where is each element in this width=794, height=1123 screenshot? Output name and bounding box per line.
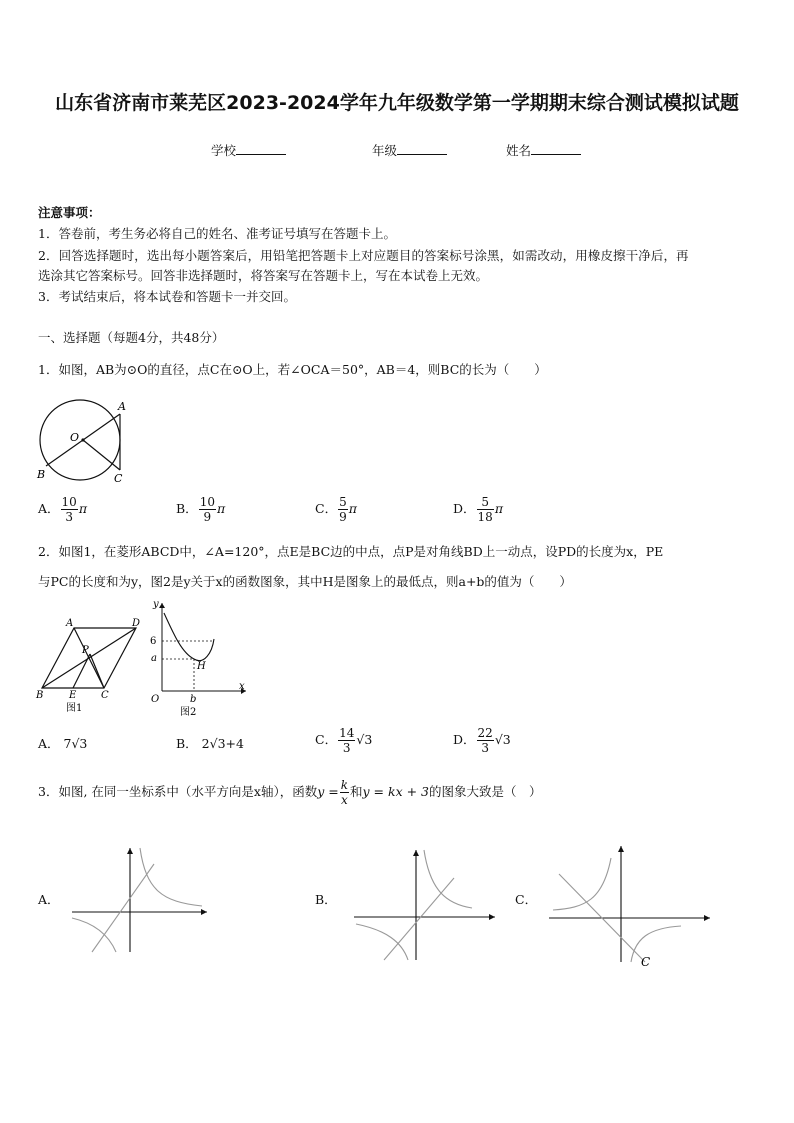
svg-text:b: b xyxy=(190,694,197,705)
svg-text:C: C xyxy=(101,690,109,701)
svg-text:H: H xyxy=(197,661,206,672)
q2-graph-figure xyxy=(146,595,256,717)
svg-text:O: O xyxy=(151,694,160,705)
grade-field xyxy=(372,141,447,159)
label-O: O xyxy=(70,431,80,444)
notice-item: 2．回答选择题时，选出每小题答案后，用铅笔把答题卡上对应题目的答案标号涂黑，如需改动，用橡皮擦干净后，再 xyxy=(38,248,689,263)
q3-option-c[interactable]: C． xyxy=(515,892,538,907)
page-title: 山东省济南市莱芜区2023-2024学年九年级数学第一学期期末综合测试模拟试题 xyxy=(55,92,739,114)
label-A: A xyxy=(118,400,126,413)
q3-graph-b xyxy=(350,842,500,962)
notice-item: 3．考试结束后，将本试卷和答题卡一并交回。 xyxy=(38,289,296,304)
svg-text:y: y xyxy=(153,599,159,610)
label-B: B xyxy=(37,468,46,481)
label-C: C xyxy=(114,472,123,485)
svg-text:6: 6 xyxy=(150,636,157,647)
q3-graph-a xyxy=(62,842,212,954)
q2-option-a[interactable]: A． 7√3 xyxy=(38,736,88,751)
q3-option-a[interactable]: A． xyxy=(38,892,60,907)
fig2-caption: 图2 xyxy=(180,707,197,718)
q1-option-d[interactable]: D． $\frac{5}{18}$ π xyxy=(453,495,504,524)
school-field xyxy=(211,141,286,159)
q1-option-b[interactable]: B． $\frac{10}{9}$ π xyxy=(176,495,226,524)
grade-label: 年级 xyxy=(372,143,398,158)
question-3-text: 3．如图, 在同一坐标系中（水平方向是x轴），函数y = $\frac{k}{x}$ 和y = kx + 3的图象大致是（ ） xyxy=(38,778,542,807)
svg-text:E: E xyxy=(69,690,77,701)
name-field xyxy=(506,141,581,159)
notice-item: 1．答卷前，考生务必将自己的姓名、准考证号填写在答题卡上。 xyxy=(38,226,396,241)
q2-option-c[interactable]: C． $\frac{14}{3}$ √3 xyxy=(315,726,373,755)
q2-option-b[interactable]: B． 2√3+4 xyxy=(176,736,244,751)
question-2-text: 2．如图1，在菱形ABCD中，∠A=120°，点E是BC边的中点，点P是对角线BD上一动点，设PD的长度为x，PE xyxy=(38,544,664,559)
q2-option-d[interactable]: D． $\frac{22}{3}$ √3 xyxy=(453,726,511,755)
q1-option-c[interactable]: C． $\frac{5}{9}$ π xyxy=(315,495,357,524)
cut-label: C xyxy=(641,955,651,969)
svg-text:P: P xyxy=(82,645,89,656)
notice-heading: 注意事项： xyxy=(38,205,101,220)
svg-text:D: D xyxy=(132,618,141,629)
svg-text:x: x xyxy=(239,681,245,692)
svg-text:A: A xyxy=(66,618,74,629)
q1-circle-figure xyxy=(36,396,136,484)
q1-option-a[interactable]: A． $\frac{10}{3}$ π xyxy=(38,495,88,524)
q3-option-b[interactable]: B． xyxy=(315,892,337,907)
question-2-text-cont: 与PC的长度和为y，图2是y关于x的函数图象，其中H是图象上的最低点，则a+b的值为（ ） xyxy=(38,574,572,589)
svg-text:a: a xyxy=(151,653,157,664)
section-heading: 一、选择题（每题4分，共48分） xyxy=(38,330,225,345)
name-label: 姓名 xyxy=(506,143,532,158)
school-label: 学校 xyxy=(211,143,237,158)
notice-item: 选涂其它答案标号。回答非选择题时，将答案写在答题卡上，写在本试卷上无效。 xyxy=(38,268,489,283)
question-1-text: 1．如图，AB为⊙O的直径，点C在⊙O上，若∠OCA＝50°，AB＝4，则BC的长为（ ） xyxy=(38,362,547,377)
q2-rhombus-figure xyxy=(36,616,146,716)
fig1-caption: 图1 xyxy=(66,703,83,714)
q3-graph-c xyxy=(545,842,715,969)
svg-text:B: B xyxy=(36,690,44,701)
